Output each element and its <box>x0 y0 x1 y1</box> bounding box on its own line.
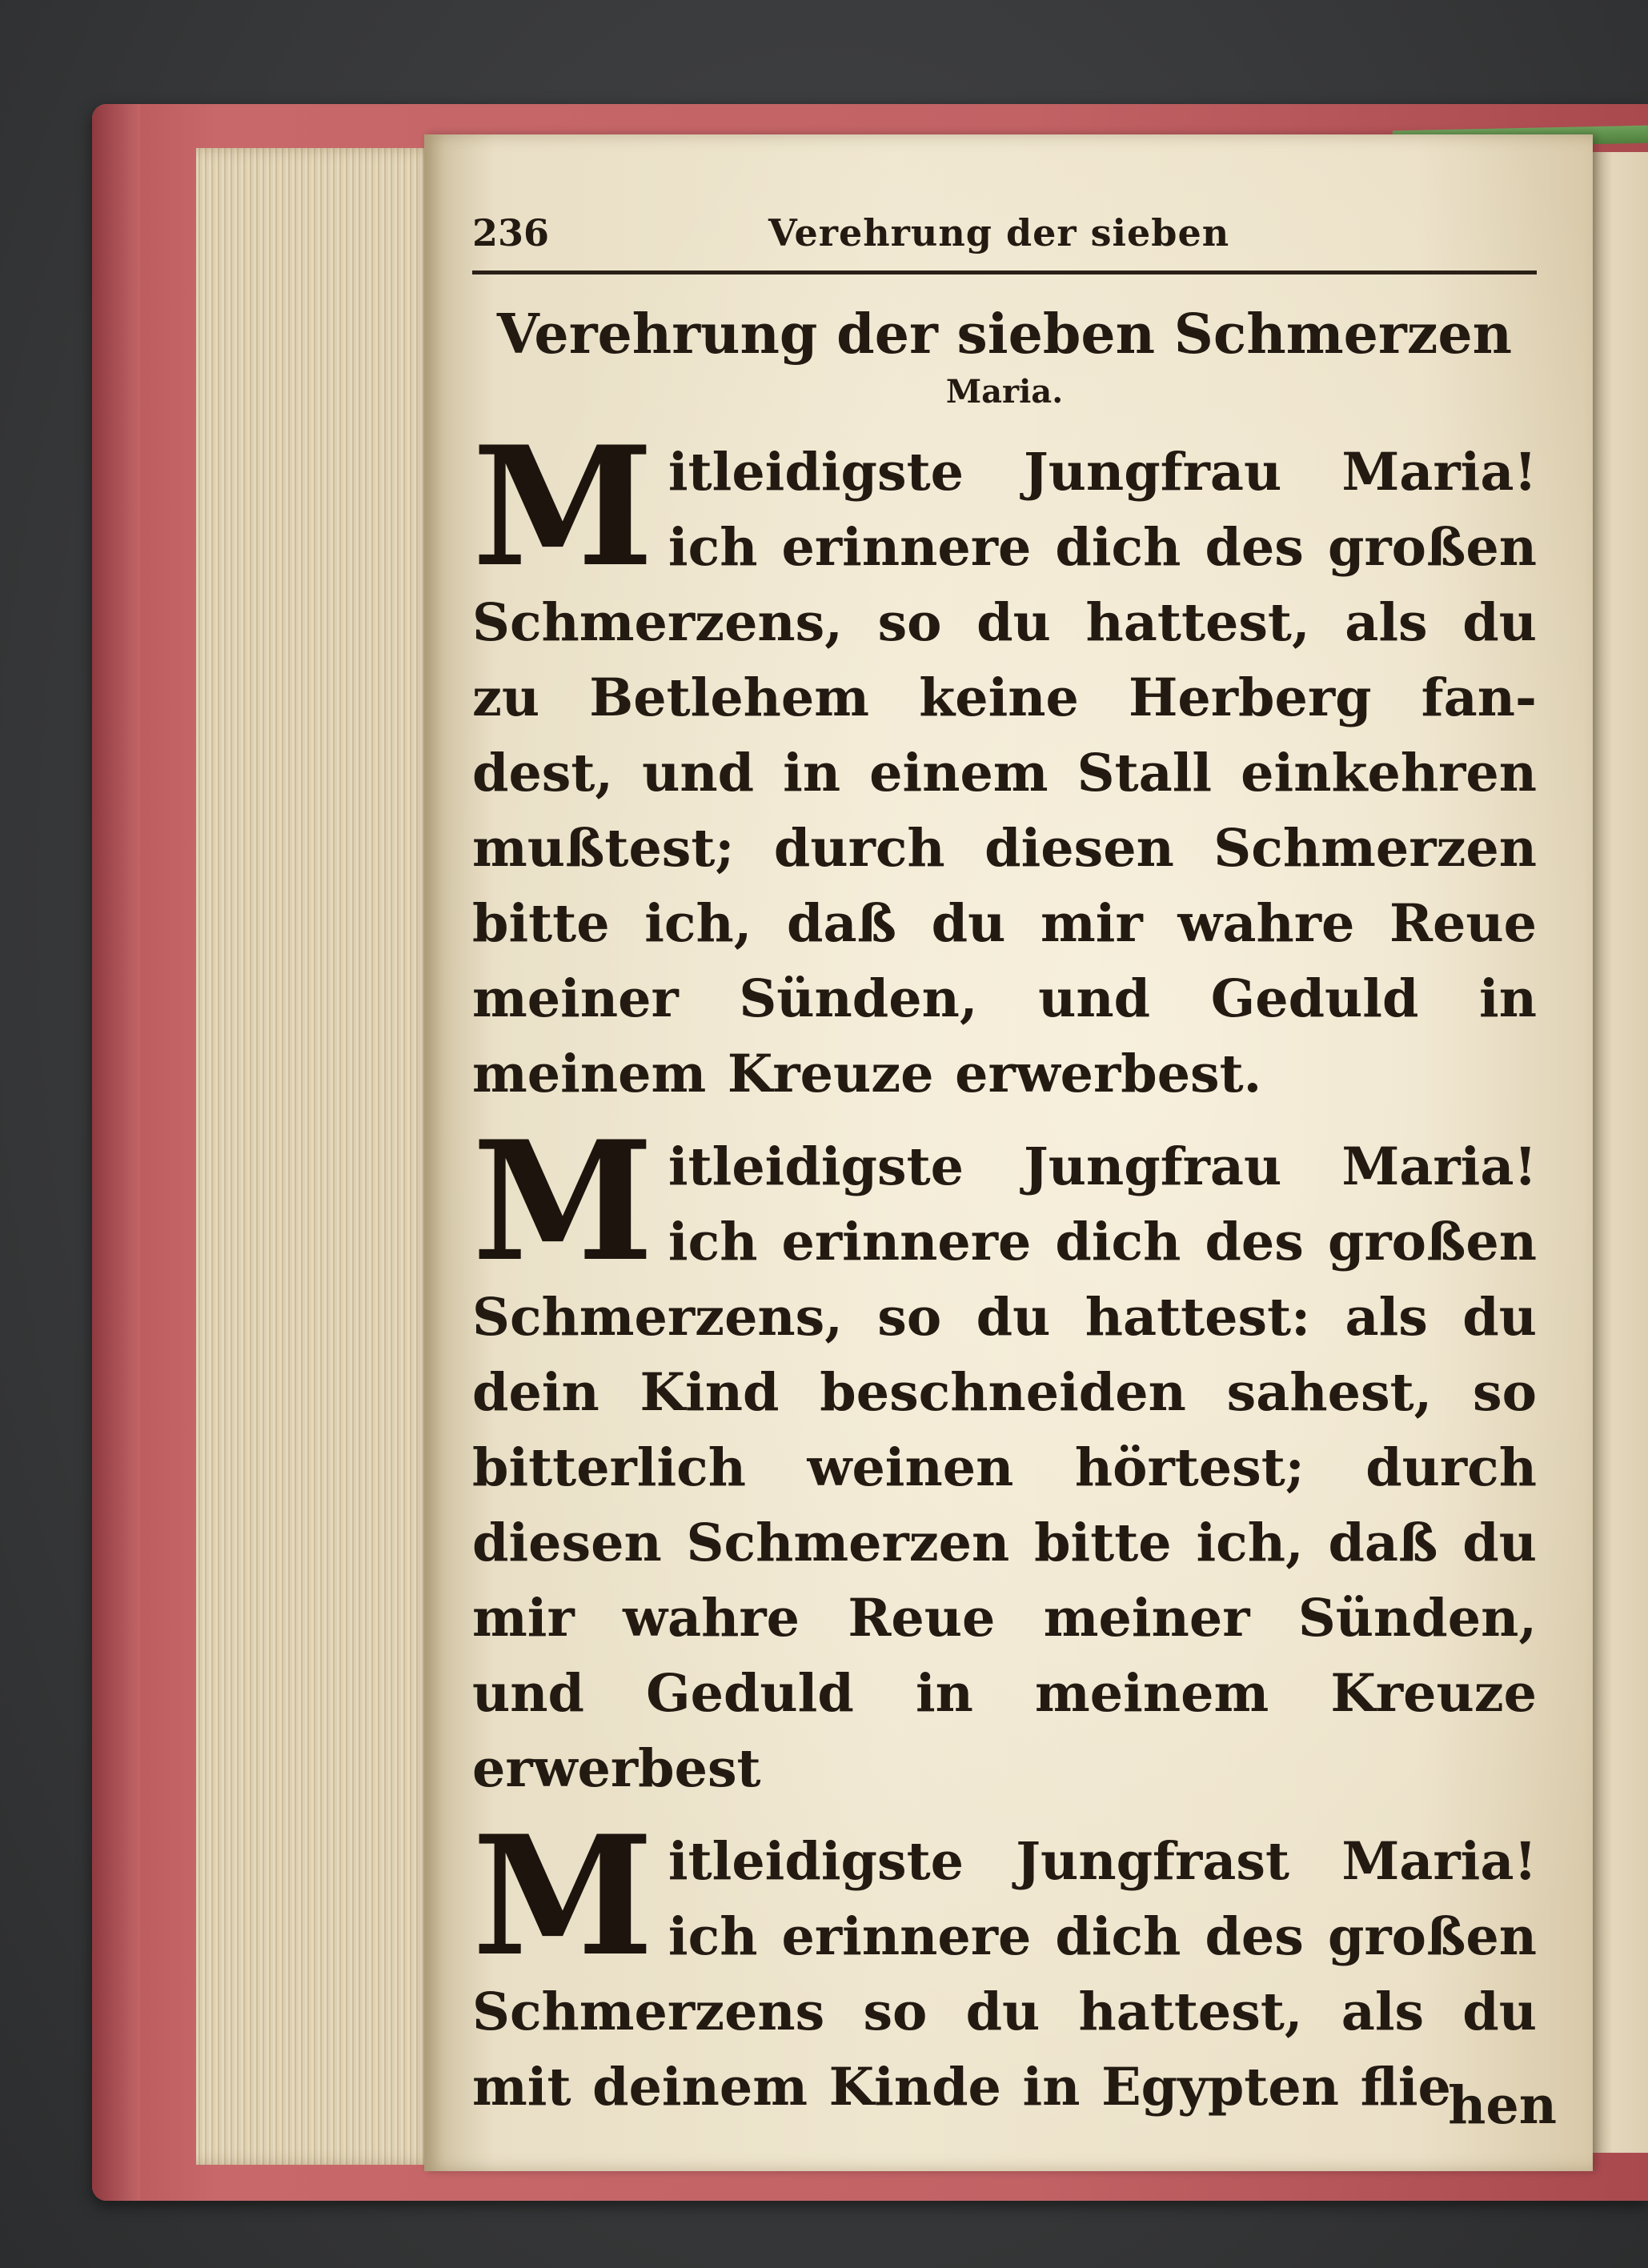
prayer-text: itleidigste Jungfrast Maria! ich erinnere dich des großen Schmerzens so du hattest, als du mit deinem Kinde in Egypten flie <box>472 1830 1537 2118</box>
book-cover-edge <box>92 104 140 2201</box>
prayer-text: itleidigste Jungfrau Maria! ich erinnere dich des großen Schmerzens, so du hattest: als du dein Kind beschneiden sahest, so bitterlich weinen hörtest; durch diesen Schmerzen bitte ich, daß du mir wahre Reue meiner Sünden, und Geduld in meinem Kreuze erwerbest <box>472 1136 1537 1799</box>
section-title: Verehrung der sieben Schmerzen <box>496 303 1513 367</box>
page-edges <box>196 148 436 2165</box>
prayer-paragraph-2 <box>472 1105 1537 1806</box>
page-content <box>472 206 1537 2142</box>
running-head <box>472 206 1537 274</box>
prayer-text: itleidigste Jungfrau Maria! ich erinnere dich des großen Schmerzens, so du hattest, als du zu Betlehem keine Herberg fandest, und in einem Stall einkehren mußtest; durch diesen Schmerzen bitte ich, daß du mir wahre Reue meiner Sünden, und Geduld in meinem Kreuze erwerbest. <box>472 441 1537 1104</box>
drop-cap-initial: M <box>472 1800 654 1993</box>
page-number: 236 <box>472 211 550 254</box>
prayer-paragraph-1 <box>472 411 1537 1112</box>
prayer-paragraph-3 <box>472 1800 1537 2125</box>
book-page <box>424 134 1593 2171</box>
facing-page-edge <box>1589 152 1648 2153</box>
running-title: Verehrung der sieben <box>768 211 1230 254</box>
drop-cap-initial: M <box>472 411 654 603</box>
drop-cap-initial: M <box>472 1105 654 1298</box>
catchword: hen <box>1448 2075 1558 2136</box>
section-subtitle: Maria. <box>945 372 1064 411</box>
